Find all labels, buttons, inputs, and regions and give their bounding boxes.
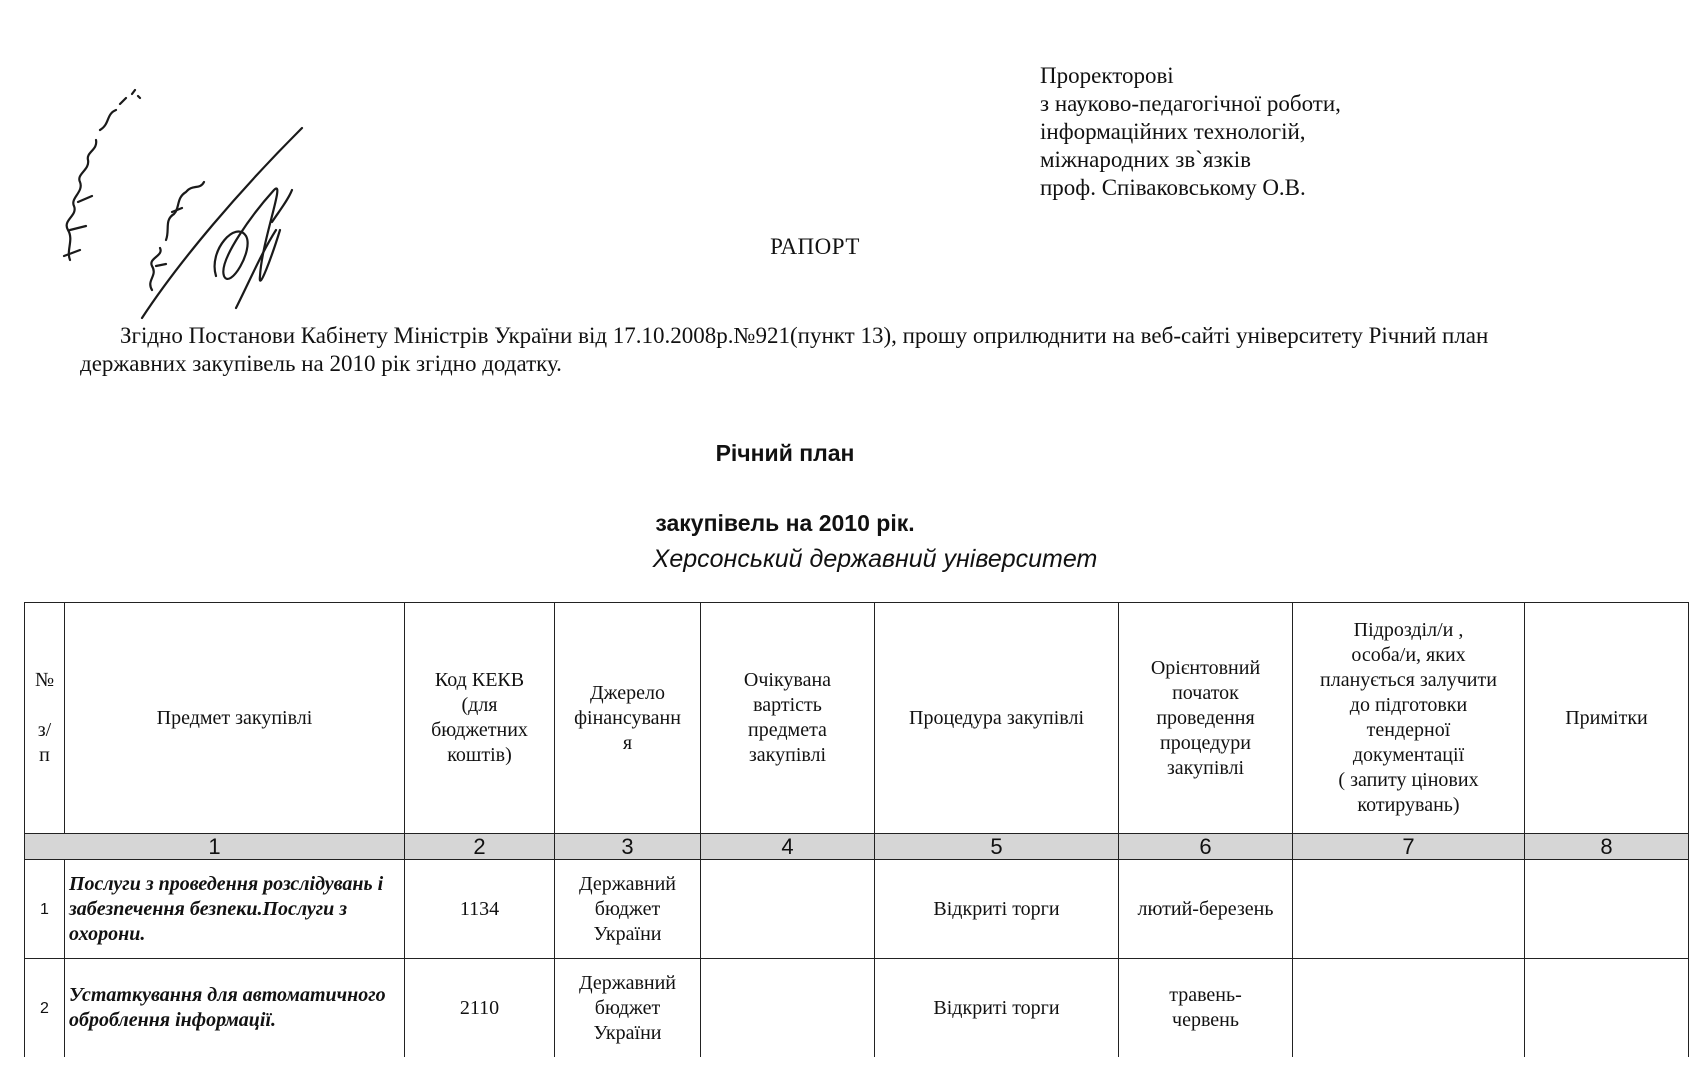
- column-number: 5: [875, 834, 1119, 860]
- header-source: Джерело фінансуванн я: [555, 603, 701, 834]
- handwritten-signature: [40, 80, 330, 320]
- row-procedure: Відкриті торги: [875, 860, 1119, 959]
- header-procedure: Процедура закупівлі: [875, 603, 1119, 834]
- column-number: 4: [701, 834, 875, 860]
- column-number: 3: [555, 834, 701, 860]
- plan-title: Річний план: [715, 440, 855, 466]
- header-kekv: Код КЕКВ (для бюджетних коштів): [405, 603, 555, 834]
- header-cost: Очікувана вартість предмета закупівлі: [701, 603, 875, 834]
- header-start: Орієнтовний початок проведення процедури закупівлі: [1119, 603, 1293, 834]
- row-unit: [1293, 959, 1525, 1058]
- column-number: 7: [1293, 834, 1525, 860]
- addressee-line: інформаційних технологій,: [1040, 119, 1306, 144]
- addressee-line: Проректорові: [1040, 63, 1174, 88]
- table-row: [25, 860, 1689, 959]
- row-kekv: 2110: [405, 959, 555, 1058]
- column-number: 6: [1119, 834, 1293, 860]
- table-header-row: [25, 603, 1689, 834]
- row-source: Державний бюджет України: [555, 959, 701, 1058]
- addressee-block: [1040, 62, 1341, 202]
- row-notes: [1525, 959, 1689, 1058]
- column-number: 2: [405, 834, 555, 860]
- header-no: № з/ п: [25, 603, 65, 834]
- row-start: лютий-березень: [1119, 860, 1293, 959]
- report-title: РАПОРТ: [770, 234, 860, 259]
- header-subject: Предмет закупівлі: [65, 603, 405, 834]
- row-cost: [701, 860, 875, 959]
- row-index: 1: [25, 860, 65, 959]
- row-procedure: Відкриті торги: [875, 959, 1119, 1058]
- header-unit: Підрозділ/и , особа/и, яких планується залучити до підготовки тендерної документації ( запиту цінових котирувань): [1293, 603, 1525, 834]
- addressee-line: міжнародних зв`язків: [1040, 147, 1251, 172]
- row-start: травень- червень: [1119, 959, 1293, 1058]
- row-source: Державний бюджет України: [555, 860, 701, 959]
- plan-year-line: закупівель на 2010 рік.: [655, 510, 915, 536]
- header-notes: Примітки: [1525, 603, 1689, 834]
- addressee-line: з науково-педагогічної роботи,: [1040, 91, 1341, 116]
- column-number-row: [25, 834, 1689, 860]
- row-kekv: 1134: [405, 860, 555, 959]
- column-number: 1: [25, 834, 405, 860]
- column-number: 8: [1525, 834, 1689, 860]
- row-index: 2: [25, 959, 65, 1058]
- row-notes: [1525, 860, 1689, 959]
- plan-organization: Херсонський державний університет: [652, 545, 1098, 573]
- addressee-line: проф. Співаковському О.В.: [1040, 175, 1306, 200]
- table-row: [25, 959, 1689, 1058]
- row-subject: Устаткування для автоматичного оброблення інформації.: [65, 959, 405, 1058]
- row-cost: [701, 959, 875, 1058]
- report-body-text: Згідно Постанови Кабінету Міністрів України від 17.10.2008р.№921(пункт 13), прошу оприлюднити на веб-сайті університету Річний план державних закупівель на 2010 рік згідно додатку.: [80, 323, 1489, 376]
- row-unit: [1293, 860, 1525, 959]
- procurement-plan-table: [24, 602, 1689, 1057]
- row-subject: Послуги з проведення розслідувань і забезпечення безпеки.Послуги з охорони.: [65, 860, 405, 959]
